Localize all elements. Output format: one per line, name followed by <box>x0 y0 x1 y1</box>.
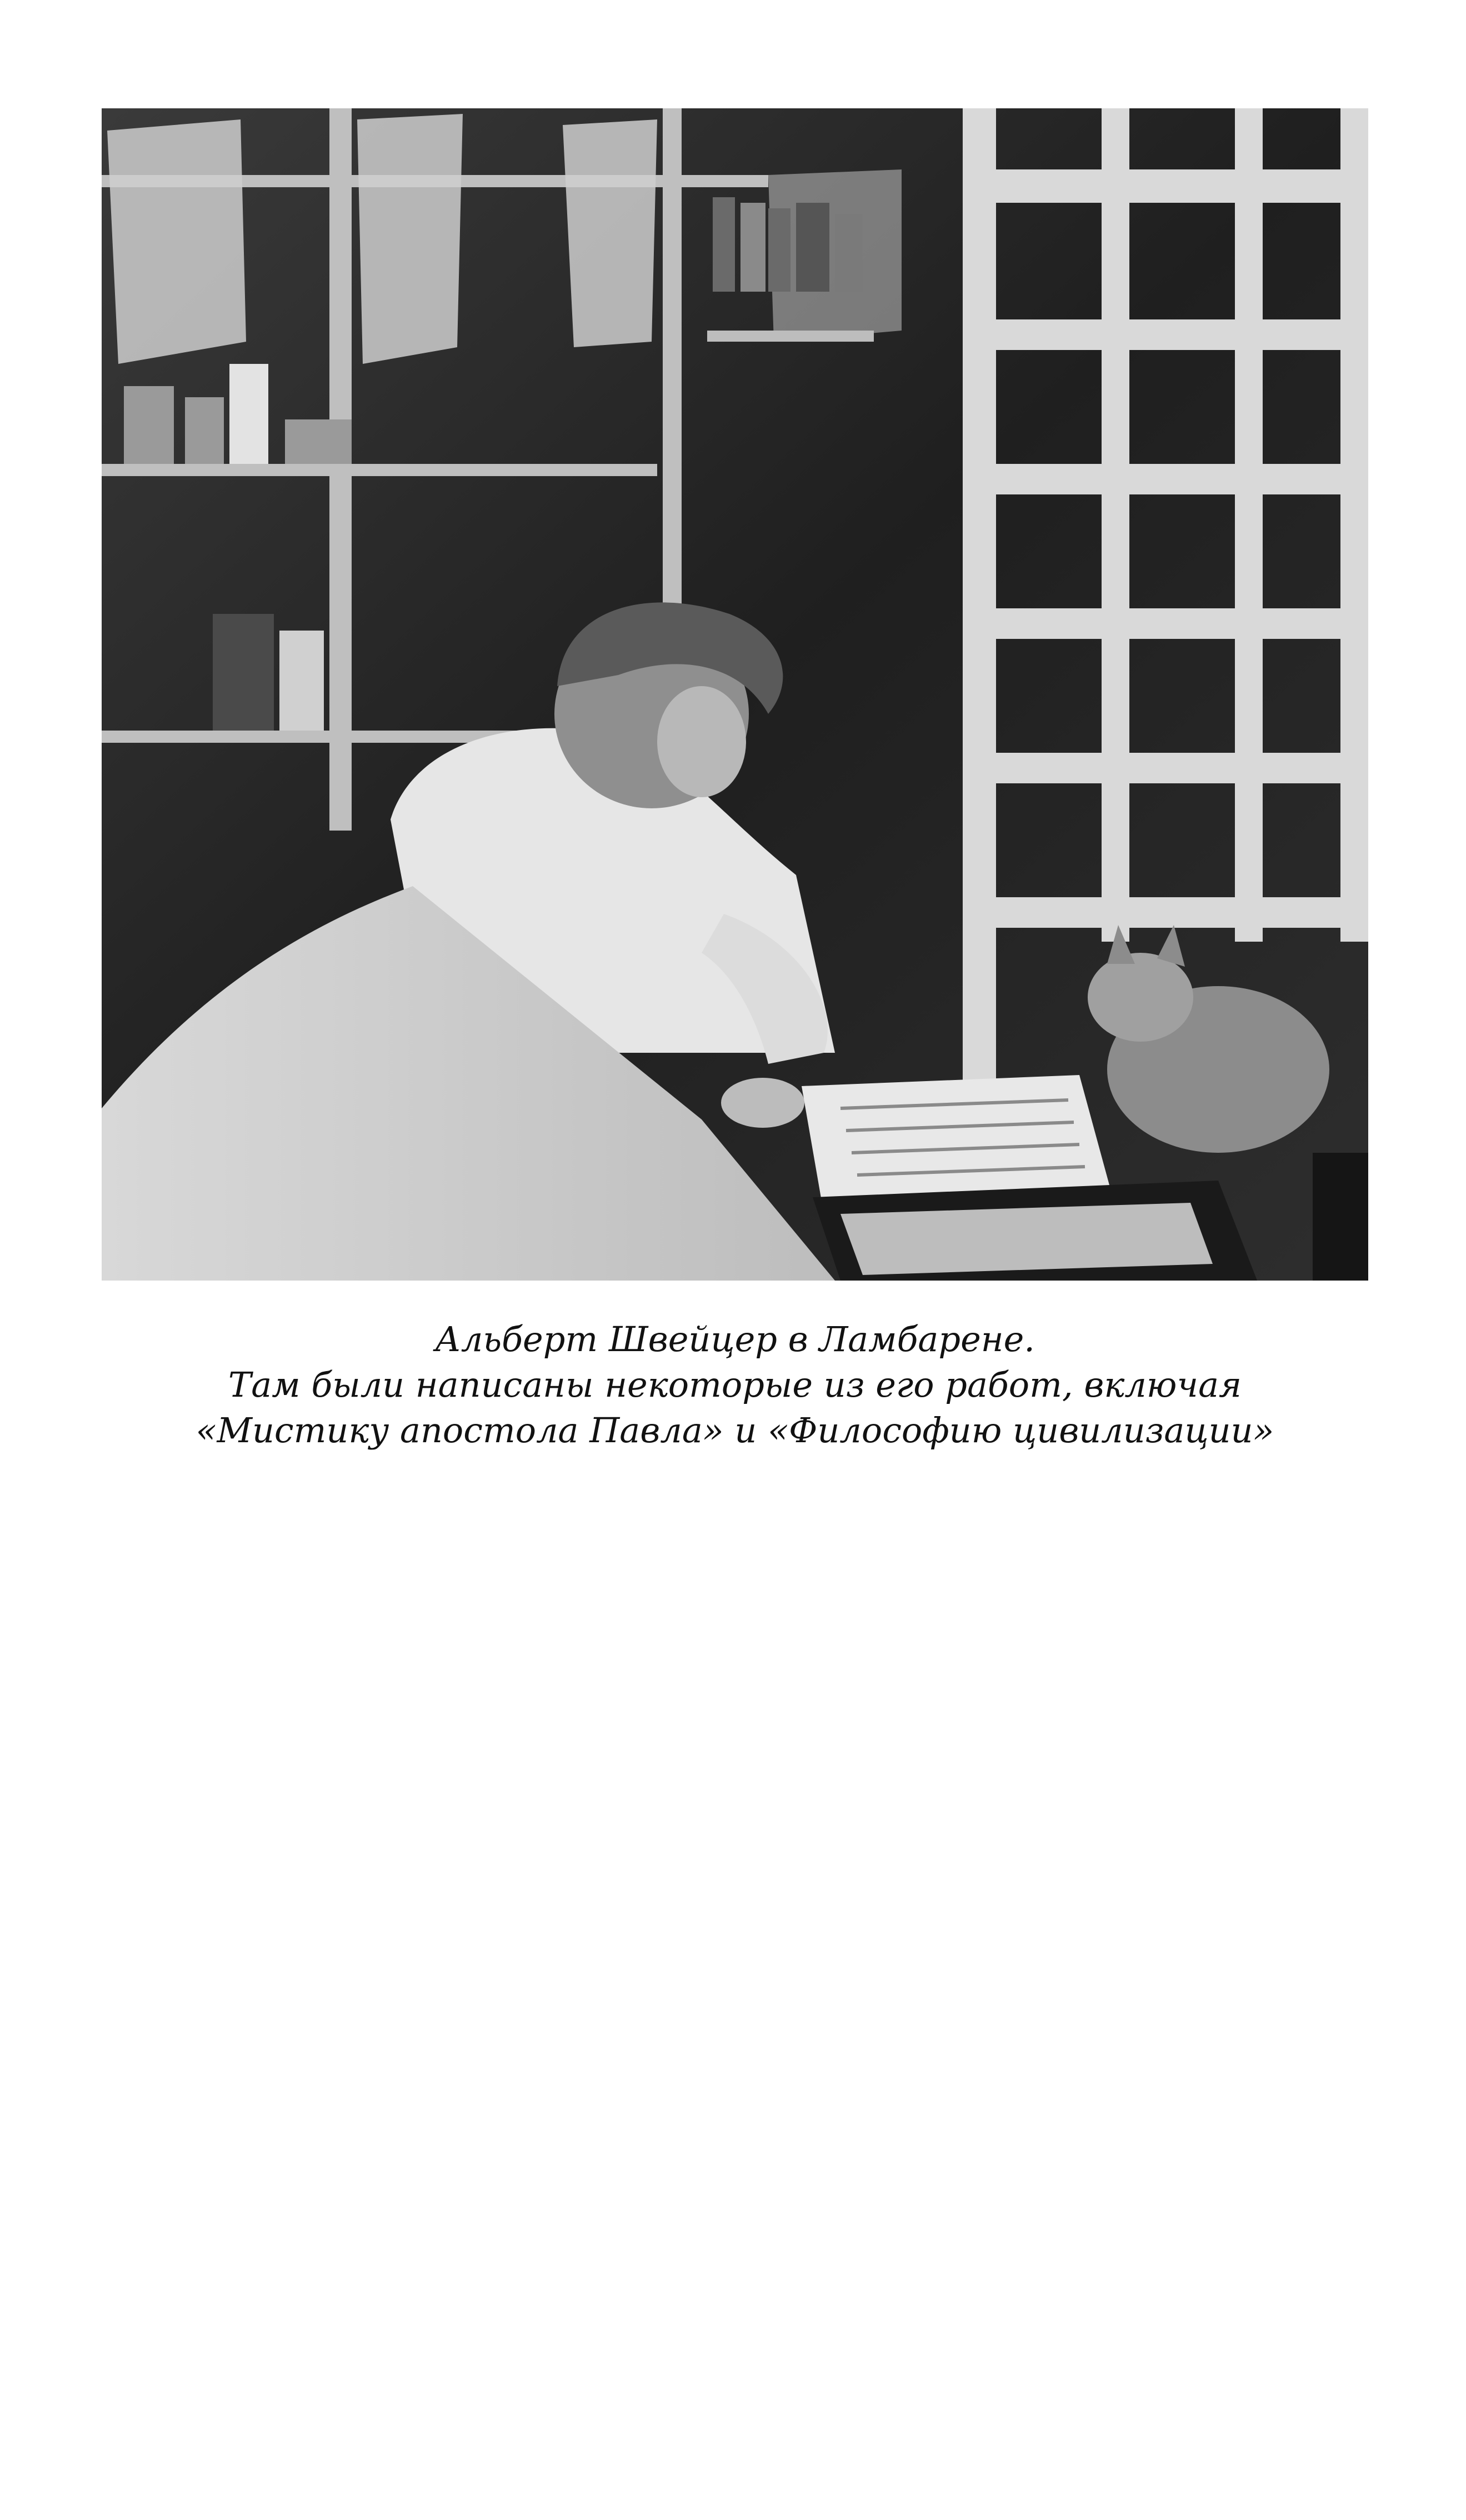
photograph <box>102 108 1368 1281</box>
caption-line: Там были написаны некоторые из его работ, включая <box>228 1364 1242 1405</box>
photo-caption <box>102 1317 1368 1453</box>
caption-line: «Мистику апостола Павла» и «Философию цивилизации» <box>196 1410 1274 1451</box>
caption-line: Альберт Швейцер в Ламбарене. <box>434 1319 1035 1359</box>
